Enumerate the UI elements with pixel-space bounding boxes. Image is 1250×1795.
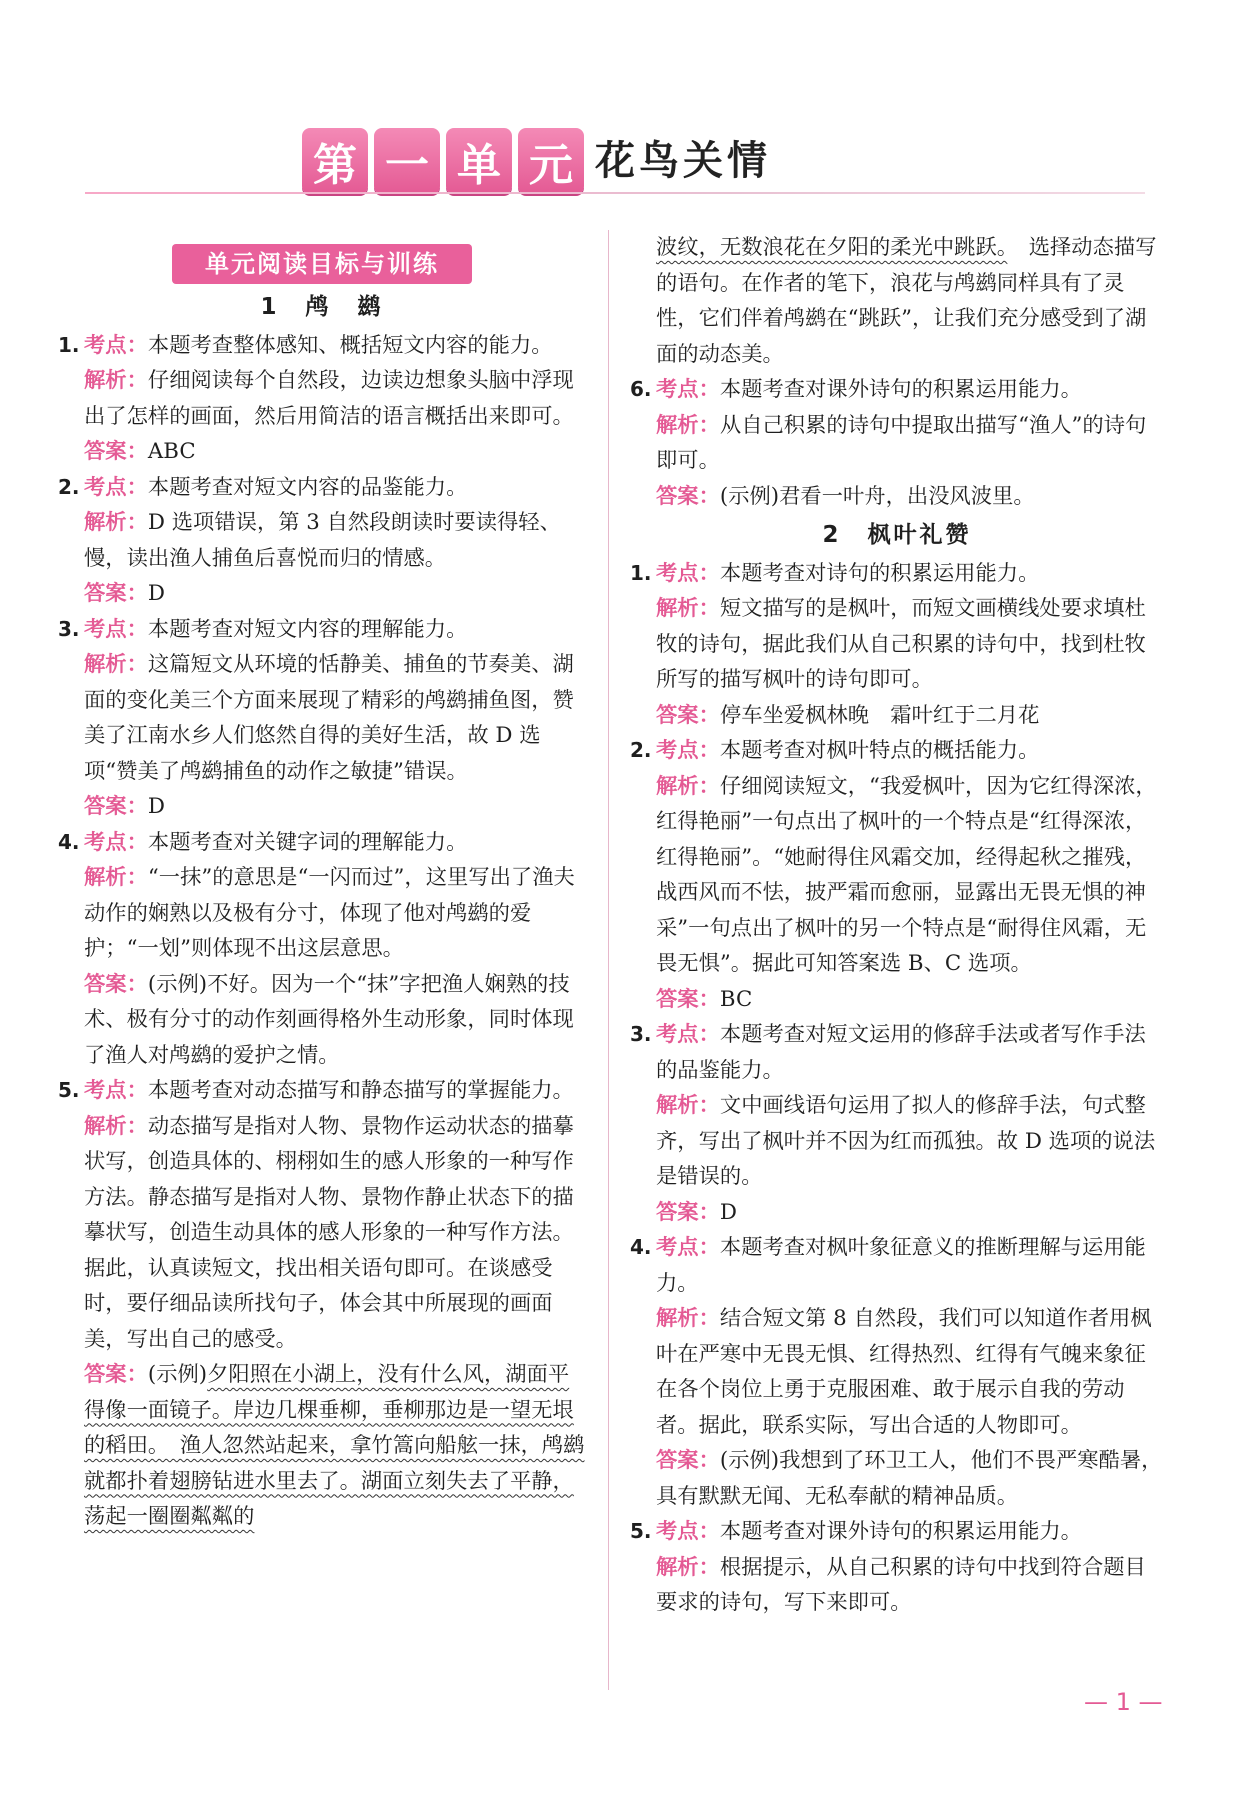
label-daan: 答案： (84, 971, 148, 997)
unit-subtitle: 花鸟关情 (595, 138, 771, 184)
question-number: 4. (630, 1235, 652, 1259)
label-kaodian: 考点： (84, 474, 148, 500)
section-badge: 单元阅读目标与训练 (172, 244, 472, 284)
jiexi-text: 仔细阅读每个自然段，边读边想象头脑中浮现出了怎样的画面，然后用简洁的语言概括出来即可。 (84, 368, 574, 429)
label-kaodian: 考点： (84, 829, 148, 855)
label-daan: 答案： (84, 581, 148, 606)
answer-text: (示例)君看一叶舟，出没风波里。 (719, 483, 1035, 509)
jiexi-text: 结合短文第 8 自然段，我们可以知道作者用枫叶在严寒中无畏无惧、红得热烈、红得有气魄来象征在各个岗位上勇于克服困难、敢于展示自我的劳动者。据此，联系实际，写出合适的人物即可。 (656, 1306, 1152, 1438)
question-r1 (630, 556, 1164, 734)
kaodian-text: 本题考查对动态描写和静态描写的掌握能力。 (147, 1078, 574, 1103)
question-1 (58, 328, 586, 470)
label-jiexi: 解析： (656, 1554, 720, 1580)
lesson-title: 2 枫叶礼赞 (822, 522, 972, 548)
unit-title (302, 128, 584, 194)
jiexi-text: “一抹”的意思是“一闪而过”，这里写出了渔夫动作的娴熟以及极有分寸，体现了他对鸬鹚的爱护；“一划”则体现不出这层意思。 (84, 865, 575, 961)
question-number: 3. (58, 616, 80, 641)
label-daan: 答案： (656, 483, 720, 509)
question-number: 2. (630, 738, 652, 762)
label-jiexi: 解析： (84, 1113, 148, 1139)
label-jiexi: 解析： (84, 865, 148, 890)
answer-quoted-text: 波纹，无数浪花在夕阳的柔光中跳跃。 (656, 235, 1008, 260)
label-daan: 答案： (84, 794, 148, 819)
label-daan: 答案： (84, 439, 148, 464)
label-kaodian: 考点： (84, 616, 148, 642)
column-divider (608, 230, 609, 1690)
jiexi-text: 从自己积累的诗句中提取出描写“渔人”的诗句即可。 (656, 412, 1147, 473)
label-daan: 答案： (656, 1199, 720, 1225)
kaodian-text: 本题考查对短文运用的修辞手法或者写作手法的品鉴能力。 (656, 1022, 1146, 1083)
kaodian-text: 本题考查对课外诗句的积累运用能力。 (719, 1519, 1082, 1544)
label-daan: 答案： (656, 986, 720, 1012)
question-6 (630, 372, 1164, 514)
question-r5 (630, 1514, 1164, 1621)
label-jiexi: 解析： (656, 773, 720, 799)
unit-title-char: 一 (374, 128, 440, 194)
question-number: 5. (630, 1519, 652, 1543)
question-5 (58, 1073, 586, 1535)
kaodian-text: 本题考查对枫叶象征意义的推断理解与运用能力。 (656, 1235, 1146, 1296)
label-jiexi: 解析： (656, 596, 720, 621)
label-jiexi: 解析： (84, 510, 148, 535)
label-kaodian: 考点： (656, 1519, 720, 1544)
question-number: 6. (630, 377, 652, 401)
label-kaodian: 考点： (656, 738, 720, 763)
answer-text: 停车坐爱枫林晚 霜叶红于二月花 (719, 702, 1040, 728)
label-kaodian: 考点： (656, 1235, 720, 1260)
label-kaodian: 考点： (84, 1078, 148, 1103)
label-kaodian: 考点： (656, 560, 720, 586)
question-number: 1. (58, 332, 80, 357)
label-jiexi: 解析： (656, 412, 720, 438)
question-3 (58, 612, 586, 825)
label-jiexi: 解析： (84, 368, 148, 393)
jiexi-text: 这篇短文从环境的恬静美、捕鱼的节奏美、湖面的变化美三个方面来展现了精彩的鸬鹚捕鱼图，赞美了江南水乡人们悠然自得的美好生活，故 D 选项“赞美了鸬鹚捕鱼的动作之敏捷”错误。 (84, 652, 574, 784)
answer-prefix: (示例) (147, 1362, 208, 1387)
question-number: 2. (58, 474, 80, 499)
kaodian-text: 本题考查整体感知、概括短文内容的能力。 (147, 332, 553, 358)
kaodian-text: 本题考查对关键字词的理解能力。 (147, 829, 468, 855)
question-number: 3. (630, 1022, 652, 1046)
question-r2 (630, 733, 1164, 1017)
label-daan: 答案： (656, 1448, 720, 1473)
kaodian-text: 本题考查对短文内容的品鉴能力。 (147, 474, 468, 500)
unit-title-char: 元 (518, 128, 584, 194)
label-daan: 答案： (656, 702, 720, 728)
label-kaodian: 考点： (656, 1022, 720, 1047)
page-number: — 1 — (1084, 1688, 1163, 1716)
question-r3 (630, 1017, 1164, 1230)
answer-quoted-text: 夕阳照在小湖上，没有什么风，湖面平得像一面镜子。岸边几棵垂柳，垂柳那边是一望无垠的稻田。 渔人忽然站起来，拿竹篙向船舷一抹，鸬鹚就都扑着翅膀钻进水里去了。湖面立刻失去了平静，荡起一圈圈粼粼的 (84, 1362, 585, 1529)
label-kaodian: 考点： (656, 377, 720, 402)
question-2 (58, 470, 586, 612)
label-jiexi: 解析： (656, 1093, 720, 1118)
header-divider (85, 192, 1145, 194)
answer-text: BC (719, 986, 753, 1012)
kaodian-text: 本题考查对诗句的积累运用能力。 (719, 560, 1040, 586)
question-4 (58, 825, 586, 1074)
answer-text: (示例)我想到了环卫工人，他们不畏严寒酷暑，具有默默无闻、无私奉献的精神品质。 (656, 1448, 1163, 1509)
answer-text: D (147, 581, 165, 606)
kaodian-text: 本题考查对课外诗句的积累运用能力。 (719, 377, 1082, 402)
answer-text: ABC (147, 439, 196, 464)
answer-text: (示例)不好。因为一个“抹”字把渔人娴熟的技术、极有分寸的动作刻画得格外生动形象，同时体现了渔人对鸬鹚的爱护之情。 (84, 971, 574, 1068)
unit-title-char: 第 (302, 128, 368, 194)
jiexi-text: 短文描写的是枫叶，而短文画横线处要求填杜牧的诗句，据此我们从自己积累的诗句中，找到杜牧所写的描写枫叶的诗句即可。 (656, 596, 1146, 692)
answer-text: D (147, 794, 165, 819)
page-header (0, 0, 1250, 200)
jiexi-text: 仔细阅读短文，“我爱枫叶，因为它红得深浓，红得艳丽”一句点出了枫叶的一个特点是“红得深浓，红得艳丽”。“她耐得住风霜交加，经得起秋之摧残，战西风而不怯，披严霜而愈丽，显露出无畏无惧的神采”一句点出了枫叶的另一个特点是“耐得住风霜，无畏无惧”。据此可知答案选 B、C 选项。 (656, 773, 1157, 976)
jiexi-text: D 选项错误，第 3 自然段朗读时要读得轻、慢，读出渔人捕鱼后喜悦而归的情感。 (84, 510, 561, 571)
question-5-continued (630, 230, 1164, 372)
unit-title-char: 单 (446, 128, 512, 194)
answer-text: D (719, 1199, 737, 1225)
left-column (58, 230, 586, 1535)
question-number: 1. (630, 560, 652, 585)
question-r4 (630, 1230, 1164, 1514)
label-jiexi: 解析： (656, 1306, 720, 1331)
kaodian-text: 本题考查对短文内容的理解能力。 (147, 616, 468, 642)
right-column (630, 230, 1164, 1621)
label-daan: 答案： (84, 1362, 148, 1387)
jiexi-text: 根据提示，从自己积累的诗句中找到符合题目要求的诗句，写下来即可。 (656, 1554, 1146, 1615)
question-number: 5. (58, 1078, 80, 1102)
label-kaodian: 考点： (84, 332, 148, 358)
kaodian-text: 本题考查对枫叶特点的概括能力。 (719, 738, 1040, 763)
jiexi-text: 动态描写是指对人物、景物作运动状态的描摹状写，创造具体的、栩栩如生的感人形象的一种写作方法。静态描写是指对人物、景物作静止状态下的描摹状写，创造生动具体的感人形象的一种写作方法。据此，认真读短文，找出相关语句即可。在谈感受时，要仔细品读所找句子，体会其中所展现的画面美，写出自己的感受。 (84, 1113, 574, 1352)
label-jiexi: 解析： (84, 652, 148, 677)
question-number: 4. (58, 829, 80, 854)
answer-text: 选择动态描写的语句。在作者的笔下，浪花与鸬鹚同样具有了灵性，它们伴着鸬鹚在“跳跃”，让我们充分感受到了湖面的动态美。 (656, 235, 1157, 367)
jiexi-text: 文中画线语句运用了拟人的修辞手法，句式整齐，写出了枫叶并不因为红而孤独。故 D 选项的说法是错误的。 (656, 1093, 1156, 1189)
lesson-title: 1 鸬 鹚 (260, 294, 384, 320)
